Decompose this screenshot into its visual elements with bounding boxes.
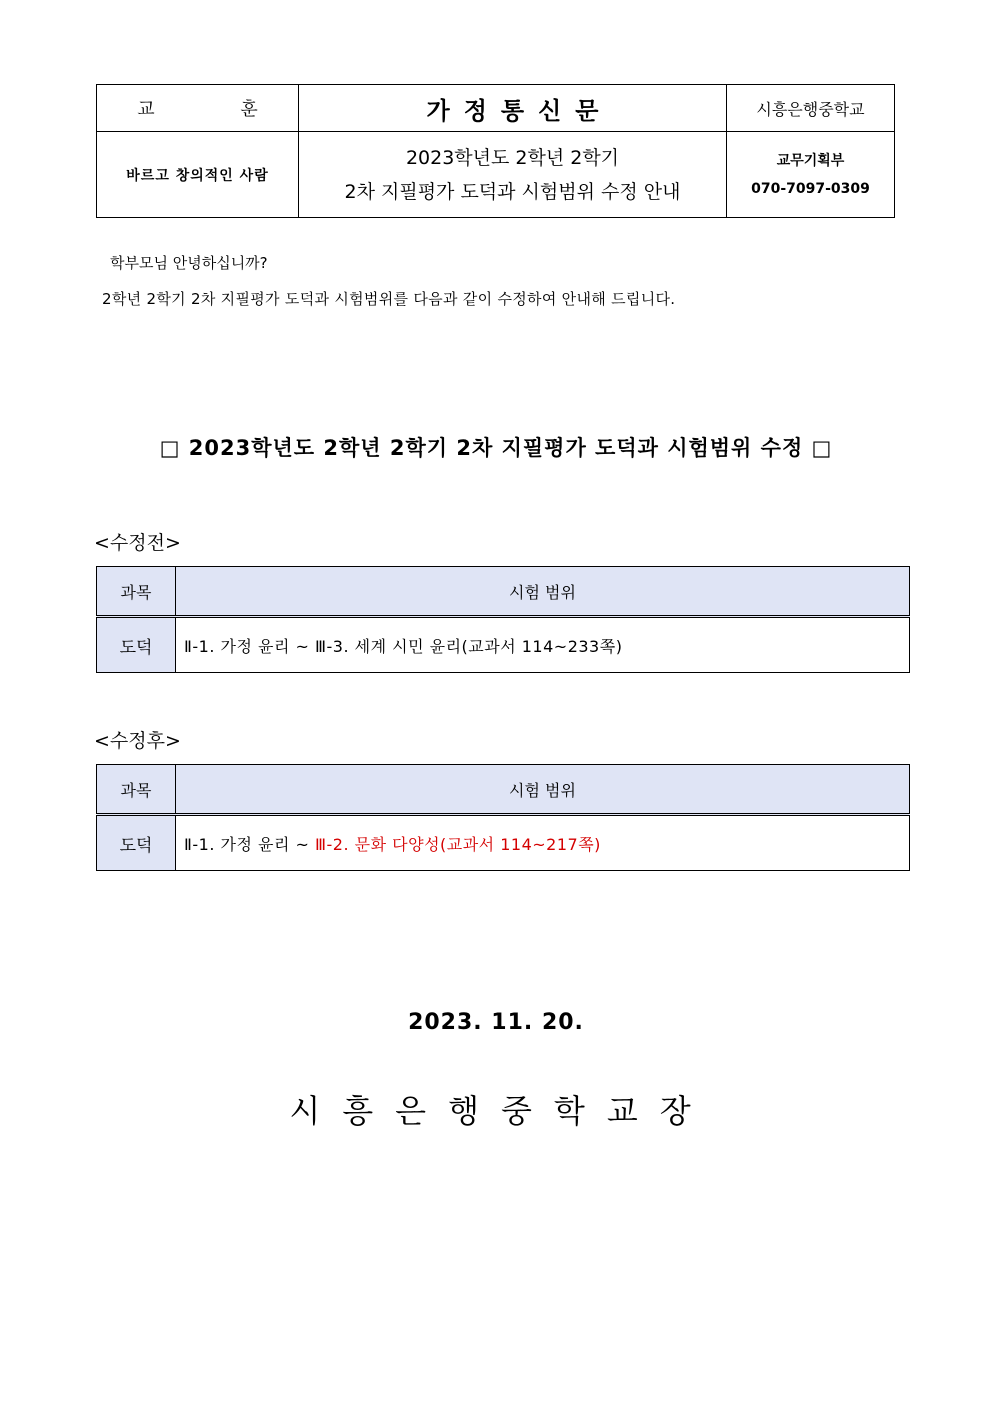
before-range-table xyxy=(96,566,910,673)
school-motto: 바르고 창의적인 사람 xyxy=(97,132,299,218)
newsletter-header-table xyxy=(96,84,895,218)
greeting: 학부모님 안녕하십니까? xyxy=(110,254,268,272)
box-bullet-left: □ xyxy=(159,436,181,460)
subject-cell: 도덕 xyxy=(97,815,176,871)
section-heading-text: 2023학년도 2학년 2학기 2차 지필평가 도덕과 시험범위 수정 xyxy=(188,436,804,460)
issue-date: 2023. 11. 20. xyxy=(408,1010,584,1035)
range-changed-highlight: Ⅲ-2. 문화 다양성(교과서 114~217쪽) xyxy=(315,834,601,854)
subject-cell: 도덕 xyxy=(97,617,176,673)
department-phone: 070-7097-0309 xyxy=(751,180,870,197)
range-cell: Ⅱ-1. 가정 윤리 ~ Ⅲ-3. 세계 시민 윤리(교과서 114~233쪽) xyxy=(176,617,910,673)
department-contact xyxy=(727,132,895,218)
document-subject xyxy=(299,132,727,218)
col-header-subject: 과목 xyxy=(97,765,176,815)
col-header-subject: 과목 xyxy=(97,567,176,617)
principal-signature: 시흥은행중학교장 xyxy=(289,1092,713,1130)
range-unchanged: Ⅱ-1. 가정 윤리 ~ xyxy=(184,834,315,854)
school-name: 시흥은행중학교 xyxy=(727,85,895,132)
before-caption: <수정전> xyxy=(94,532,181,554)
subject-line-2: 2차 지필평가 도덕과 시험범위 수정 안내 xyxy=(344,180,681,203)
subject-line-1: 2023학년도 2학년 2학기 xyxy=(405,146,620,169)
motto-label: 교 훈 xyxy=(97,85,299,132)
after-range-table xyxy=(96,764,910,871)
col-header-range: 시험 범위 xyxy=(176,567,910,617)
after-caption: <수정후> xyxy=(94,730,181,752)
newsletter-title: 가정통신문 xyxy=(299,85,727,132)
intro-text: 2학년 2학기 2차 지필평가 도덕과 시험범위를 다음과 같이 수정하여 안내해 드립니다. xyxy=(102,290,676,308)
department-name: 교무기획부 xyxy=(776,152,845,169)
range-cell xyxy=(176,815,910,871)
section-heading xyxy=(0,432,992,462)
box-bullet-right: □ xyxy=(811,436,833,460)
col-header-range: 시험 범위 xyxy=(176,765,910,815)
